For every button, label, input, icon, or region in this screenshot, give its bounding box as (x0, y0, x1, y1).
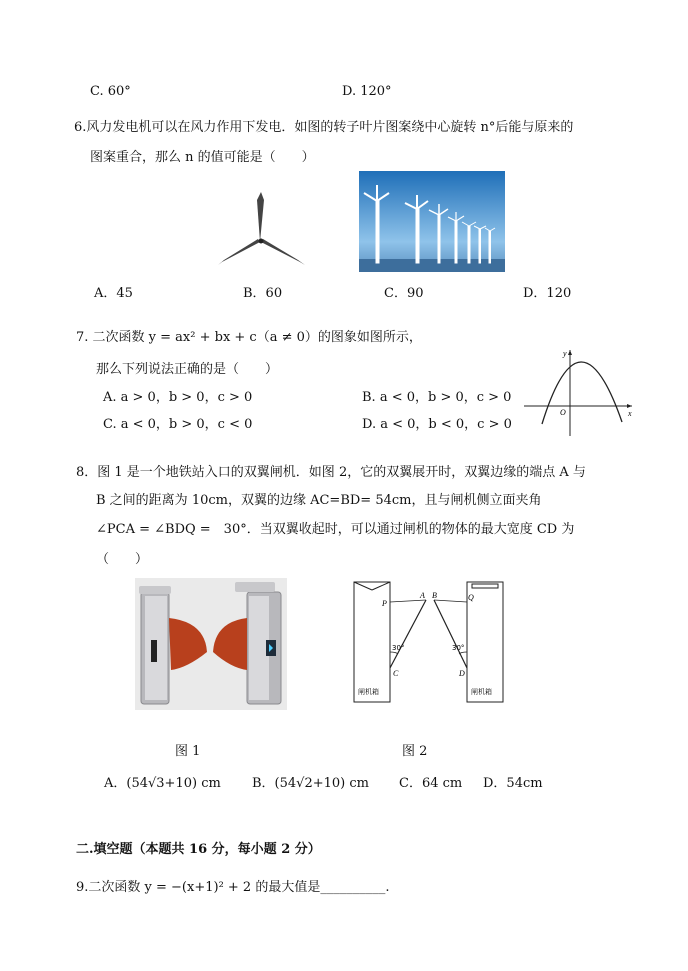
q7-line2: 那么下列说法正确的是（ ） (96, 362, 279, 377)
q5-option-c: C. 60° (90, 84, 131, 99)
q8-option-a: A．(54√3+10) cm (104, 776, 221, 791)
turbine-icon (214, 190, 309, 270)
q7-option-a: A. a > 0，b > 0，c > 0 (103, 390, 253, 405)
graph-origin-label: O (560, 408, 566, 417)
q7-option-c: C. a < 0，b > 0，c < 0 (103, 417, 253, 432)
q6-option-b: B．60 (243, 286, 283, 301)
q7-option-b: B. a < 0，b > 0，c > 0 (362, 390, 512, 405)
diagram-label-p: P (382, 599, 387, 608)
q7-line1: 7. 二次函数 y = ax² + bx + c（a ≠ 0）的图象如图所示， (76, 330, 422, 345)
diagram-label-a: A (420, 591, 425, 600)
diagram-angle-right: 30° (452, 644, 465, 652)
fig1-caption: 图 1 (175, 744, 201, 759)
diagram-label-d: D (459, 669, 465, 678)
q8-option-b: B．(54√2+10) cm (252, 776, 369, 791)
q8-line2: B 之间的距离为 10cm，双翼的边缘 AC=BD= 54cm，且与闸机侧立面夹角 (96, 493, 542, 508)
diagram-box-right: 闸机箱 (471, 688, 492, 696)
diagram-angle-left: 30° (392, 644, 405, 652)
q8-line1: 8．图 1 是一个地铁站入口的双翼闸机．如图 2，它的双翼展开时，双翼边缘的端点 A 与 (76, 465, 586, 480)
q6-option-d: D．120 (523, 286, 572, 301)
diagram-label-c: C (393, 669, 399, 678)
q6-line2: 图案重合，那么 n 的值可能是（ ） (90, 150, 315, 165)
q5-option-d: D. 120° (342, 84, 392, 99)
q8-line4: （ ） (96, 552, 149, 567)
section-title: 二.填空题（本题共 16 分，每小题 2 分） (76, 842, 321, 857)
q9-text: 9.二次函数 y = −(x+1)² + 2 的最大值是__________. (76, 880, 390, 895)
gate-photo (135, 578, 287, 710)
graph-x-label: x (628, 409, 632, 418)
graph-y-label: y (563, 349, 567, 358)
parabola-graph (520, 346, 636, 438)
wind-farm-photo (359, 171, 505, 272)
diagram-label-b: B (432, 591, 437, 600)
q7-option-d: D. a < 0，b < 0，c > 0 (362, 417, 512, 432)
diagram-box-left: 闸机箱 (358, 688, 379, 696)
q6-option-c: C．90 (384, 286, 424, 301)
q8-option-d: D．54cm (483, 776, 543, 791)
q8-option-c: C．64 cm (399, 776, 463, 791)
fig2-caption: 图 2 (402, 744, 428, 759)
q6-line1: 6.风力发电机可以在风力作用下发电．如图的转子叶片图案绕中心旋转 n°后能与原来的 (74, 120, 574, 135)
gate-diagram (350, 578, 510, 708)
diagram-label-q: Q (468, 593, 474, 602)
q6-option-a: A．45 (94, 286, 133, 301)
q8-line3: ∠PCA = ∠BDQ = 30°．当双翼收起时，可以通过闸机的物体的最大宽度 CD 为 (96, 522, 575, 537)
